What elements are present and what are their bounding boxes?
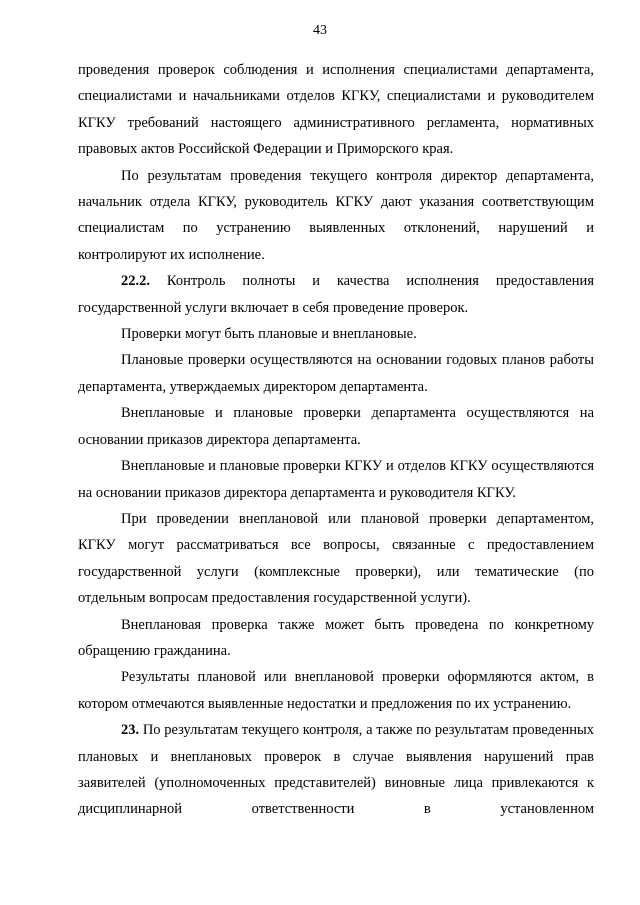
paragraph-continuation bbox=[78, 57, 594, 163]
paragraph-text: Внеплановые и плановые проверки КГКУ и отделов КГКУ осуществляются на основании приказов директора департамента и руководителя КГКУ. bbox=[78, 458, 594, 501]
paragraph bbox=[78, 347, 594, 400]
paragraph bbox=[78, 321, 594, 347]
paragraph bbox=[78, 664, 594, 717]
clause-number: 22.2. bbox=[121, 273, 150, 290]
clause-number: 23. bbox=[121, 722, 140, 739]
paragraph-text: По результатам проведения текущего контроля директор департамента, начальник отдела КГКУ, руководитель КГКУ дают указания соответствующим специалистам по устранению выявленных отклонений, нарушений и контролируют их исполнение. bbox=[78, 167, 594, 263]
document-body bbox=[78, 57, 594, 823]
paragraph-22-2 bbox=[78, 268, 594, 321]
paragraph bbox=[78, 400, 594, 453]
paragraph-text: Результаты плановой или внеплановой проверки оформляются актом, в котором отмечаются выявленные недостатки и предложения по их устранению. bbox=[78, 669, 594, 712]
paragraph-text: Внеплановая проверка также может быть проведена по конкретному обращению гражданина. bbox=[78, 616, 594, 659]
paragraph-text: проведения проверок соблюдения и исполнения специалистами департамента, специалистами и начальниками отделов КГКУ, специалистами и руководителем КГКУ требований настоящего административного регламента, нормативных правовых актов Российской Федерации и Приморского края. bbox=[78, 62, 594, 158]
paragraph-text: При проведении внеплановой или плановой проверки департаментом, КГКУ могут рассматриваться все вопросы, связанные с предоставлением государственной услуги (комплексные проверки), или тематические (по отдельным вопросам предоставления государственной услуги). bbox=[78, 510, 594, 607]
paragraph bbox=[78, 506, 594, 612]
paragraph-text: Плановые проверки осуществляются на основании годовых планов работы департамента, утверждаемых директором департамента. bbox=[78, 352, 594, 395]
paragraph bbox=[78, 163, 594, 269]
paragraph-23 bbox=[78, 717, 594, 823]
paragraph-text: По результатам текущего контроля, а также по результатам проведенных плановых и внеплановых проверок в случае выявления нарушений прав заявителей (уполномоченных представителей) виновные лица привлекаются к дисциплинарной ответственности в установленном bbox=[78, 722, 595, 818]
paragraph-text: Внеплановые и плановые проверки департамента осуществляются на основании приказов директора департамента. bbox=[78, 405, 594, 448]
paragraph-text: Проверки могут быть плановые и внеплановые. bbox=[121, 326, 417, 343]
paragraph-text: Контроль полноты и качества исполнения предоставления государственной услуги включает в себя проведение проверок. bbox=[78, 273, 594, 316]
paragraph bbox=[78, 612, 594, 665]
page-number: 43 bbox=[313, 23, 327, 38]
paragraph bbox=[78, 453, 594, 506]
